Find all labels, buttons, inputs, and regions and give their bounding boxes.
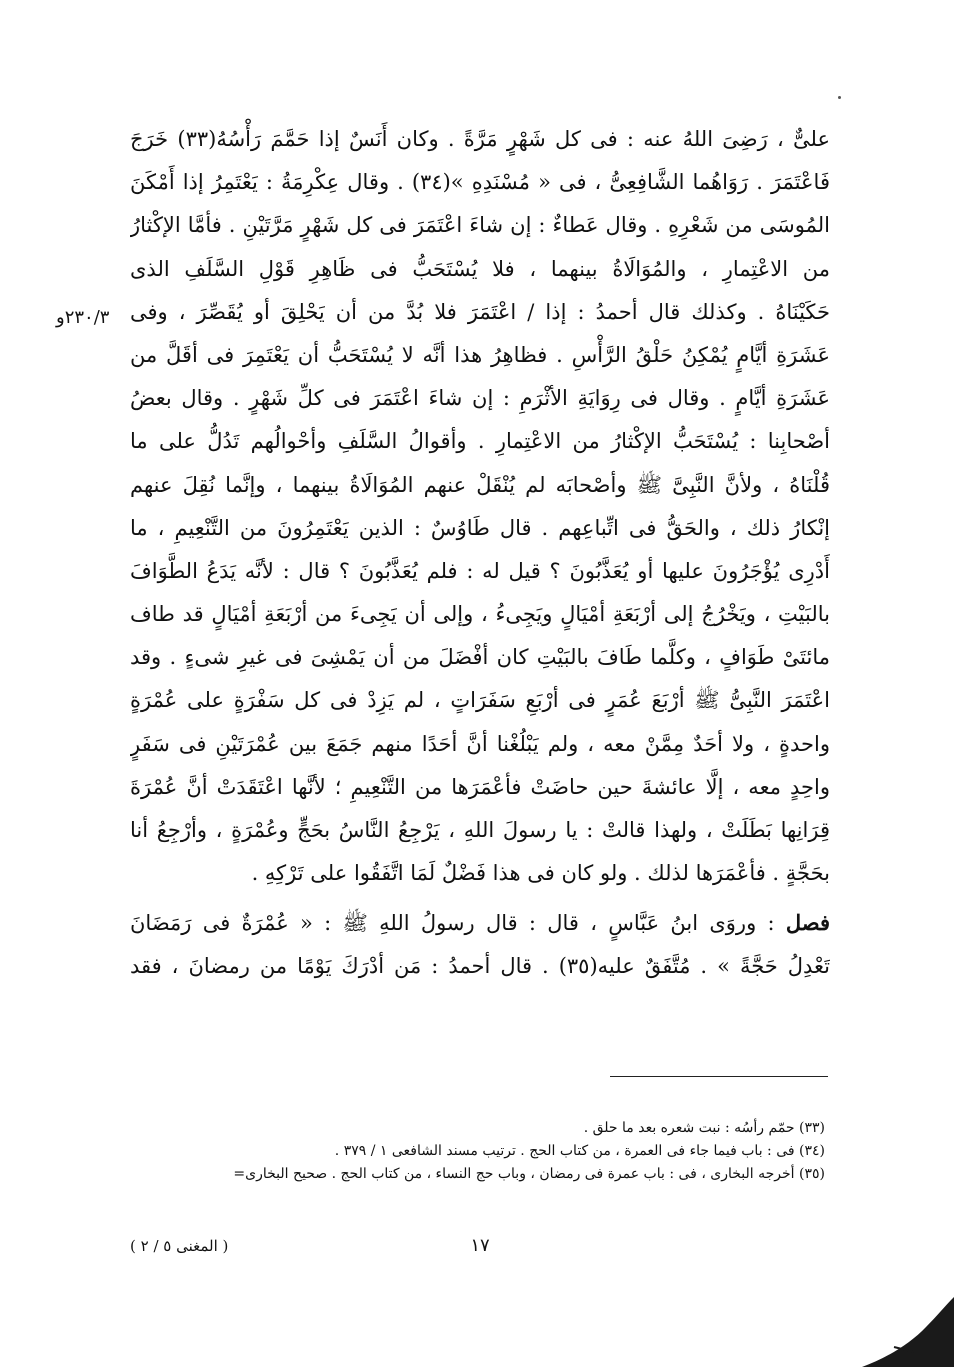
main-text <box>130 118 830 988</box>
text-line: بالبَيْتِ ، ويَخْرُجُ إلى أرْبَعَةِ أمْيَالٍ ويَجِىءُ ، وإلى أن يَجِىءَ من أرْبَعَةِ أمْيَالٍ قد طاف <box>130 602 830 627</box>
section-heading: فصل <box>785 910 830 936</box>
text-line: بحَجَّةٍ . فأعْمَرَها لذلك . ولو كان فى هذا فَضْلٌ لَمَا اتَّفَقُوا على تَرْكِهِ . <box>251 861 830 886</box>
footnote: (٣٤) فى : باب فيما جاء فى العمرة ، من كتاب الحج . ترتيب مسند الشافعى ١ / ٣٧٩ . <box>334 1143 825 1159</box>
scan-speck <box>838 96 841 99</box>
text-line: أَدْرِى يُؤْجَرُونَ عليها أو يُعَذَّبُونَ ؟ قيل له : فلم يُعَذَّبُونَ ؟ قال : لأنَّه يَدَعُ الطَّوَافَ <box>130 558 830 583</box>
text-line: فَاعْتَمَرَ . رَوَاهُما الشَّافِعِىُّ ، فى « مُسْنَدِهِ »(٣٤) . وقال عِكْرِمَةُ : يَعْتَمِرُ إذا أَمْكَنَ <box>130 170 830 195</box>
footnote: (٣٥) أخرجه البخارى ، فى : باب عمرة فى رمضان ، وباب حج النساء ، من كتاب الحج . صحيح البخارى= <box>233 1166 825 1182</box>
footnote-separator <box>610 1076 828 1077</box>
footnotes <box>110 1117 825 1186</box>
text-line: قُلْنَاهُ ، ولأنَّ النَّبِىَّ ﷺ وأصْحابَه لم يُنْقَلْ عنهم المُوَالَاةُ بينهما ، وإنَّما نُقِلَ عنهم <box>130 472 830 497</box>
text-line: علىٌّ ، رَضِىَ اللهُ عنه : فى كل شَهْرٍ مَرَّةً . وكان أَنَسٌ إذا حَمَّمَ رَأْسُهُ(٣٣) خَرَجَ <box>130 127 830 151</box>
scan-corner-shadow <box>854 1297 954 1367</box>
text-line: واحدةٍ ، ولا أحَدٌ مِمَّنْ معه ، ولم يَبْلُغْنا أنَّ أحَدًا منهم جَمَعَ بين عُمْرَتَيْنِ فى سَفَرٍ <box>130 731 830 756</box>
text-line: عَشَرَةِ أيَّامٍ يُمْكِنُ حَلْقُ الرَّأْسِ . فظاهِرُ هذا أنَّه لا يُسْتَحَبُّ أن يَعْتَمِرَ فى أقَلَّ من <box>130 342 830 367</box>
text-line: حَكَيْنَاهُ . وكذلك قال أحمدُ : إذا / اعْتَمَرَ فلا بُدَّ من أن يَحْلِقَ أو يُقَصِّرَ ، وفى <box>130 299 830 324</box>
section-line-text: : وروَى ابنُ عَبَّاسٍ ، قال : قال رسولُ اللهِ ﷺ : « عُمْرَةٌ فى رَمَضَانَ <box>130 911 775 936</box>
text-line: من الاعْتِمارِ ، والمُوَالَاةُ بينهما ، فلا يُسْتَحَبُّ فى ظَاهِرِ قَوْلِ السَّلَفِ الذى <box>130 256 830 281</box>
text-line: مائتَىْ طَوَافٍ ، وكلَّما طَافَ بالبَيْتِ كان أفْضَلَ من أن يَمْشِىَ فى غيرِ شىءٍ . وقد <box>130 645 830 670</box>
text-line: أصْحابِنا : يُسْتَحَبُّ الإكْثارُ من الاعْتِمارِ . وأقوالُ السَّلَفِ وأحْوالُهم تَدُلُّ على ما <box>130 429 830 454</box>
margin-folio-note: ٢٣٠/٣و <box>56 307 110 328</box>
volume-reference: ( المغنى ٥ / ٢ ) <box>130 1237 229 1255</box>
section-first-line <box>130 901 830 944</box>
text-line: عَشَرَةِ أيَّامٍ . وقال فى رِوَايَةِ الأثْرَمِ : إن شاءَ اعْتَمَرَ فى كلِّ شَهْرٍ . وقال بعضُ <box>130 386 830 411</box>
footnote: (٣٣) حمّم رأسُه : نبت شعره بعد ما حلق . <box>583 1120 825 1136</box>
text-line: إنْكارُ ذلك ، والحَقُّ فى اتِّباعِهم . قال طَاوُسٌ : الذين يَعْتَمِرُونَ من التَّنْعِيمِ ، ما <box>130 515 830 540</box>
text-line: اعْتَمَرَ النَّبِىُّ ﷺ أرْبَعَ عُمَرٍ فى أرْبَعِ سَفَرَاتٍ ، لم يَزِدْ فى كل سَفْرَةٍ على عُمْرَةٍ <box>130 688 830 713</box>
text-line: المُوسَى من شَعْرِهِ . وقال عَطاءٌ : إن شاءَ اعْتَمَرَ فى كل شَهْرٍ مَرَّتَيْنِ . فأمَّا الإكْثارُ <box>130 213 830 238</box>
text-line: واحِدٍ معه ، إلَّا عائشةَ حين حاضَتْ فأعْمَرَها من التَّنْعِيمِ ؛ لأنَّها اعْتَقَدَتْ أنَّ عُمْرَةَ <box>130 774 830 799</box>
text-line: تَعْدِلُ حَجَّةً » . مُتَّفَقٌ عليه(٣٥) . قال أحمدُ : مَن أدْرَكَ يَوْمًا من رمضانَ ، فقد <box>130 953 830 978</box>
page-footer <box>130 1232 830 1262</box>
page-number: ١٧ <box>470 1235 490 1256</box>
text-line: قِرَانِها بَطَلَتْ ، ولهذا قالتْ : يا رسولَ اللهِ ، يَرْجِعُ النَّاسُ بحَجٍّ وعُمْرَةٍ ، وأرْجِعُ أنا <box>130 818 830 842</box>
